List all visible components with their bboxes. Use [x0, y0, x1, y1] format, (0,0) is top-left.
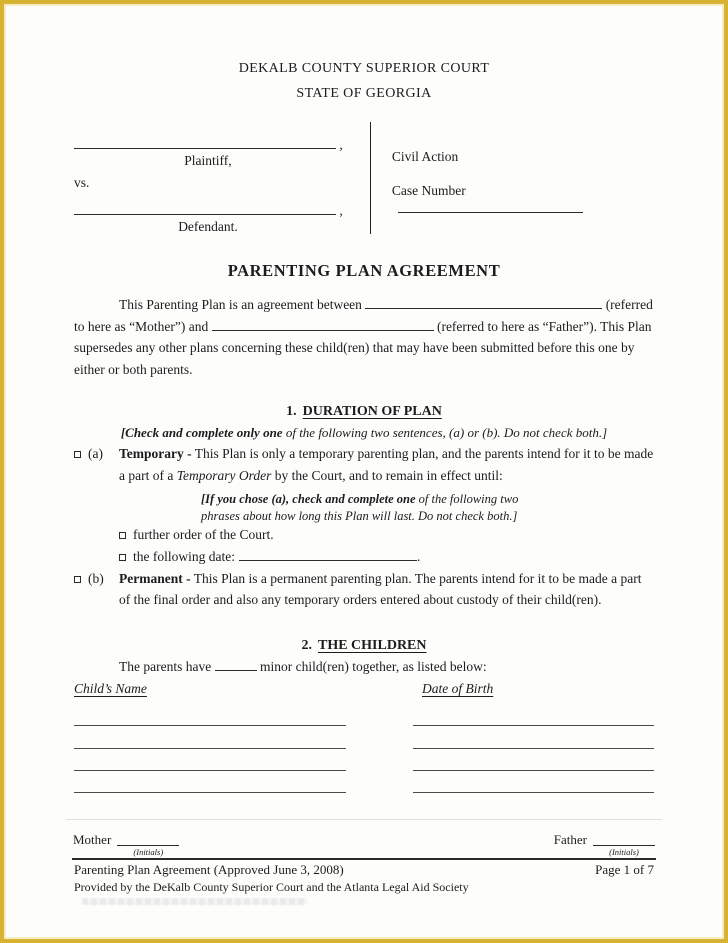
checkbox-option-b[interactable] — [74, 576, 81, 583]
plaintiff-line — [74, 136, 370, 152]
child-dob-field[interactable] — [413, 748, 654, 749]
children-count-sentence — [74, 656, 654, 678]
defendant-comma: , — [339, 203, 343, 218]
mother-label: Mother — [73, 832, 112, 848]
option-a-text1: This Plan is only a temporary parenting plan, and the parents intend for it to be made a part of a — [119, 445, 654, 483]
vs-label: vs. — [74, 175, 90, 190]
father-label: Father — [553, 832, 587, 848]
sub-note-bold-part: [If you chose (a), check and complete one — [201, 492, 416, 507]
watermark-smudge — [82, 898, 307, 905]
civil-action-label: Civil Action — [391, 149, 459, 164]
child-dob-field[interactable] — [413, 725, 654, 726]
case-number-label: Case Number — [391, 183, 466, 198]
checkbox-option-a[interactable] — [74, 451, 81, 458]
intro-father-lead: (referred to here as — [436, 318, 540, 334]
court-header — [6, 56, 722, 106]
case-number-line — [392, 182, 654, 218]
court-state: STATE OF GEORGIA — [296, 86, 432, 101]
section2-title: THE CHILDREN — [317, 638, 427, 654]
footer-rule — [72, 858, 656, 860]
case-caption — [74, 122, 654, 236]
section2-heading — [6, 635, 722, 656]
intro-rest: “Father”). This Plan supersedes any other plans concerning these child(ren) that may have been submitted before this one by either or both parents. — [74, 318, 652, 378]
intro-mother-clause: (referred to here as “Mother”) and — [74, 297, 653, 334]
date-of-birth-column-header: Date of Birth — [422, 681, 494, 697]
sub-option-court-order — [119, 524, 654, 546]
note-rest-part: of the following two sentences, (a) or (b). Do not check both.] — [285, 424, 608, 440]
children-table — [74, 704, 654, 793]
children-table-header — [74, 678, 654, 700]
case-number-field[interactable] — [398, 200, 583, 213]
option-b-prefix — [74, 568, 104, 590]
page-title: PARENTING PLAN AGREEMENT — [227, 261, 501, 280]
section1-heading — [6, 401, 722, 422]
section1-number: 1. — [286, 403, 297, 419]
table-row — [74, 749, 654, 771]
option-b-marker: (b) — [88, 570, 104, 586]
child-dob-field[interactable] — [413, 792, 654, 793]
sub-note-rest-part: of the following two phrases about how long this Plan will last. Do not check both.] — [201, 492, 519, 523]
plaintiff-name-field[interactable] — [74, 136, 336, 149]
option-a-item — [74, 443, 654, 486]
child-dob-field[interactable] — [413, 770, 654, 771]
option-a-text2: by the Court, and to remain in effect until: — [274, 467, 503, 483]
option-b-text: This Plan is a permanent parenting plan. The parents intend for it to be made a part of the final order and also any temporary orders entered about custody of their child(ren). — [119, 570, 642, 608]
court-name: DEKALB COUNTY SUPERIOR COURT — [238, 61, 490, 76]
table-row — [74, 726, 654, 748]
option-b-item — [74, 568, 654, 611]
option-a-sub-options — [119, 524, 654, 567]
following-date-field[interactable] — [239, 548, 417, 561]
option-b-label: Permanent - — [119, 570, 191, 586]
note-bold-part: [Check and complete only one — [120, 424, 283, 440]
parties-column — [74, 122, 370, 236]
mother-name-field[interactable] — [365, 296, 602, 309]
option-a-italic: Temporary Order — [176, 467, 272, 483]
checkbox-further-order[interactable] — [119, 532, 126, 539]
children-sentence-start: The parents have — [119, 659, 212, 675]
defendant-label: Defendant. — [178, 219, 238, 234]
sub-option-court-order-label: further order of the Court. — [133, 527, 274, 543]
plaintiff-label: Plaintiff, — [184, 153, 232, 168]
plaintiff-comma: , — [339, 137, 343, 152]
page-number: Page 1 of 7 — [595, 862, 654, 878]
defendant-line — [74, 202, 370, 218]
intro-lead: This Parenting Plan is an agreement between — [119, 297, 362, 312]
section1-instruction-note — [6, 422, 722, 443]
footer-doc-title: Parenting Plan Agreement (Approved June 3, 2008) — [74, 862, 344, 878]
case-info-column — [371, 122, 654, 236]
father-initials-caption: (Initials) — [609, 847, 639, 858]
father-name-field[interactable] — [212, 318, 434, 331]
option-a-prefix — [74, 443, 103, 465]
mother-initials-field[interactable] — [117, 832, 179, 846]
child-name-column-header: Child’s Name — [74, 681, 147, 697]
child-name-field[interactable] — [74, 725, 346, 726]
mother-initials-caption: (Initials) — [133, 847, 164, 858]
page-frame — [4, 4, 724, 939]
child-name-field[interactable] — [74, 770, 346, 771]
intro-paragraph — [74, 294, 654, 381]
defendant-name-field[interactable] — [74, 202, 336, 215]
option-a-marker: (a) — [88, 445, 103, 461]
option-a-sub-note — [201, 491, 559, 524]
section2-number: 2. — [301, 638, 312, 654]
footer-hairline — [66, 819, 662, 820]
children-sentence-end: minor child(ren) together, as listed below: — [259, 659, 487, 675]
footer-provided-by: Provided by the DeKalb County Superior Court and the Atlanta Legal Aid Society — [74, 880, 469, 895]
table-row — [74, 704, 654, 726]
child-name-field[interactable] — [74, 792, 346, 793]
option-a-label: Temporary - — [119, 445, 192, 461]
footer-line — [74, 861, 654, 879]
father-initials-group — [554, 832, 655, 858]
mother-initials-group — [73, 832, 179, 858]
child-name-field[interactable] — [74, 748, 346, 749]
initials-row — [73, 832, 655, 858]
father-initials-field[interactable] — [593, 832, 655, 846]
table-row — [74, 771, 654, 793]
sub-option-date-label: the following date: — [133, 548, 235, 564]
children-count-field[interactable] — [215, 658, 257, 671]
sub-option-date-period: . — [416, 548, 421, 564]
checkbox-following-date[interactable] — [119, 554, 126, 561]
section1-title: DURATION OF PLAN — [302, 403, 442, 419]
sub-option-date — [119, 546, 654, 568]
